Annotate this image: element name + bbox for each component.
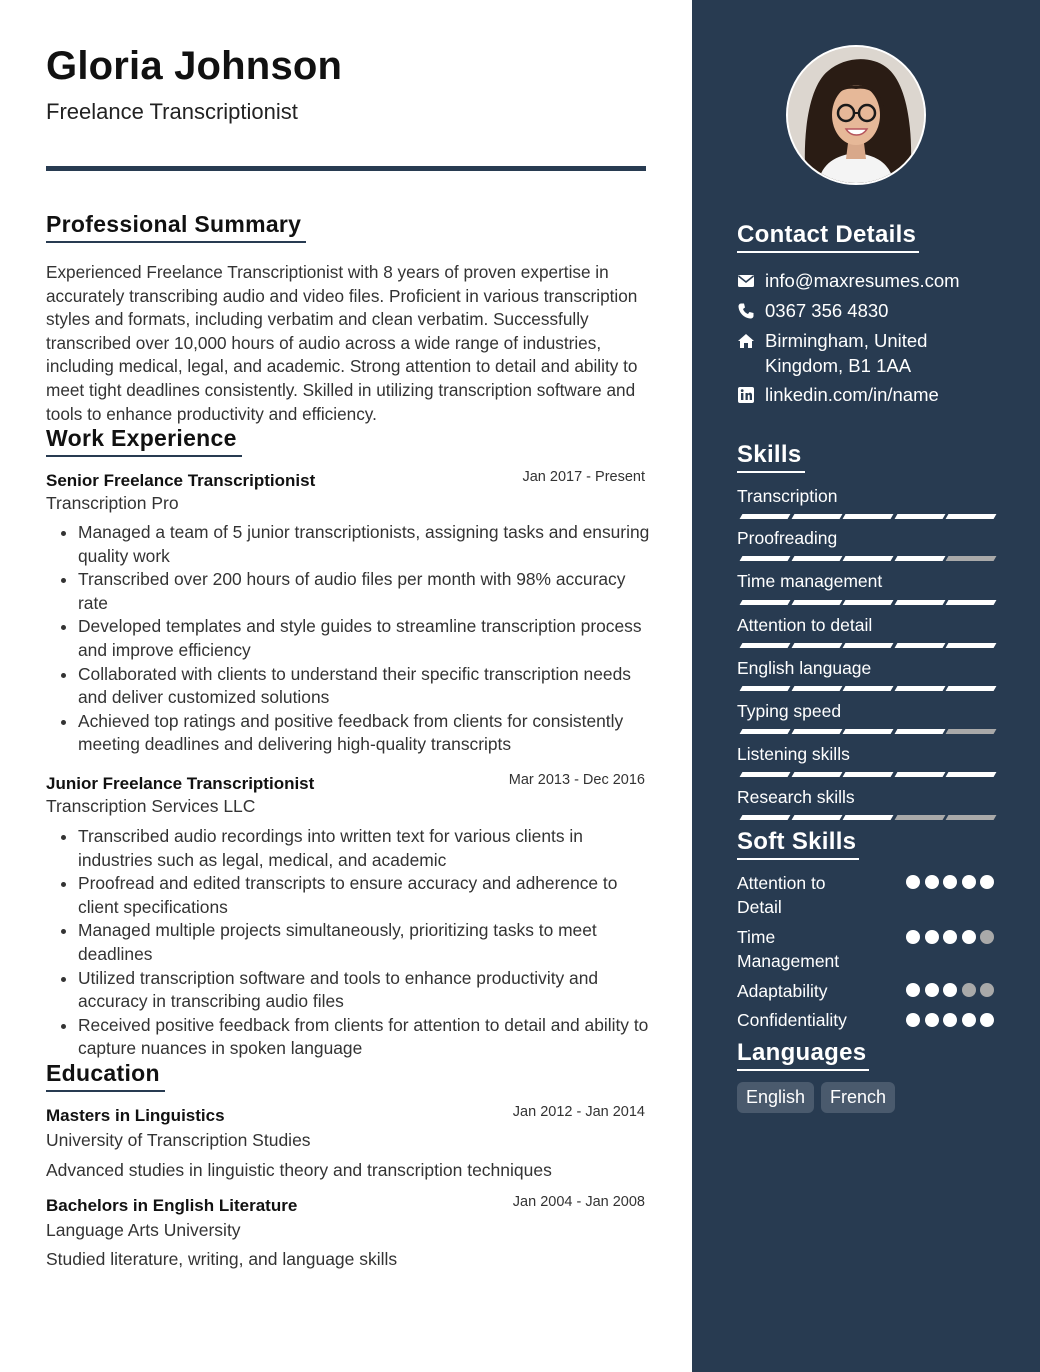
skill-segment-filled: [740, 729, 791, 734]
soft-skill-name-line1: Time: [737, 927, 776, 947]
soft-skill-name-line2: Detail: [737, 897, 782, 917]
rating-dot-filled: [925, 875, 939, 889]
language-chip: English: [737, 1082, 814, 1113]
contact-address-line1: Birmingham, United: [765, 330, 928, 351]
skill-segment-empty: [894, 815, 945, 820]
rating-dot-filled: [962, 875, 976, 889]
education-description: Studied literature, writing, and language skills: [46, 1249, 398, 1269]
skill-level-bar: [737, 815, 993, 822]
section-heading-soft-skills: Soft Skills: [737, 828, 859, 860]
skill-level-bar: [737, 600, 993, 607]
skill-segment-filled: [894, 556, 945, 561]
rating-dot-filled: [925, 1013, 939, 1027]
education-school: University of Transcription Studies: [46, 1130, 311, 1150]
skill-name: Typing speed: [737, 701, 842, 721]
skill-name: Attention to detail: [737, 615, 873, 635]
skill-name: Proofreading: [737, 528, 838, 548]
skill-segment-empty: [946, 815, 997, 820]
phone-icon: [737, 302, 755, 320]
skill-segment-filled: [740, 514, 791, 519]
list-item: • Received positive feedback from clients for attention to detail and ability to capture nuances in spoken language: [78, 1014, 656, 1061]
summary-text: Experienced Freelance Transcriptionist with 8 years of proven expertise in accurately transcribing audio and video files. Proficient in various transcription styles and formats, including verbatim and clean verbatim. Successfully transcribed over 10,000 hours of audio across a wide range of industries, including medical, legal, and academic. Strong attention to detail and ability to meet tight deadlines consistently. Skilled in utilizing transcription software and tools to enhance productivity and efficiency.: [46, 262, 638, 424]
skill-segment-filled: [843, 643, 894, 648]
job-title: Senior Freelance Transcriptionist: [46, 471, 316, 490]
contact-email-text: info@maxresumes.com: [765, 270, 960, 291]
list-item: • Utilized transcription software and tools to enhance productivity and accuracy in transcribing audio files: [78, 967, 656, 1014]
list-item: • Managed multiple projects simultaneously, prioritizing tasks to meet deadlines: [78, 919, 656, 966]
skill-segment-filled: [740, 556, 791, 561]
soft-skill-name: [737, 925, 897, 973]
soft-skill-name: [737, 871, 897, 919]
skill-segment-filled: [791, 729, 842, 734]
skill-segment-filled: [843, 514, 894, 519]
skill-segment-filled: [894, 772, 945, 777]
section-heading-work: Work Experience: [46, 425, 242, 457]
skill-segment-empty: [946, 556, 997, 561]
skill-segment-filled: [894, 600, 945, 605]
profile-photo: [786, 45, 926, 185]
contact-address-line2: Kingdom, B1 1AA: [765, 355, 912, 376]
skill-segment-filled: [843, 686, 894, 691]
education-dates: Jan 2004 - Jan 2008: [512, 1194, 645, 1210]
job-bullets: [46, 521, 656, 757]
skill-segment-filled: [791, 772, 842, 777]
skill-segment-filled: [843, 556, 894, 561]
skill-segment-filled: [791, 815, 842, 820]
skill-name: Time management: [737, 571, 883, 591]
soft-skill-rating: [906, 1013, 994, 1029]
skill-segment-filled: [946, 643, 997, 648]
skill-name: Research skills: [737, 787, 855, 807]
envelope-icon: [737, 272, 755, 290]
contact-linkedin-text: linkedin.com/in/name: [765, 384, 939, 405]
job-company: Transcription Services LLC: [46, 796, 256, 816]
section-heading-summary: Professional Summary: [46, 211, 306, 243]
rating-dot-empty: [980, 930, 994, 944]
soft-skill-name-line2: Management: [737, 951, 840, 971]
skill-segment-filled: [946, 600, 997, 605]
linkedin-icon: [737, 386, 755, 404]
education-description: Advanced studies in linguistic theory and transcription techniques: [46, 1160, 552, 1180]
rating-dot-filled: [962, 1013, 976, 1027]
rating-dot-filled: [962, 930, 976, 944]
rating-dot-filled: [906, 875, 920, 889]
skill-name: English language: [737, 658, 872, 678]
skill-level-bar: [737, 772, 993, 779]
soft-skill-name: [737, 979, 897, 1003]
rating-dot-filled: [925, 983, 939, 997]
skill-segment-filled: [894, 643, 945, 648]
education-dates: Jan 2012 - Jan 2014: [512, 1104, 645, 1120]
section-heading-education: Education: [46, 1060, 165, 1092]
soft-skill-name: [737, 1008, 897, 1032]
skill-segment-filled: [740, 686, 791, 691]
skill-segment-empty: [946, 729, 997, 734]
skill-segment-filled: [791, 686, 842, 691]
skill-segment-filled: [843, 772, 894, 777]
job-bullets: [46, 825, 656, 1061]
list-item: • Developed templates and style guides to streamline transcription process and improve efficiency: [78, 615, 656, 662]
skill-segment-filled: [740, 772, 791, 777]
skill-level-bar: [737, 643, 993, 650]
soft-skill-name-line1: Confidentiality: [737, 1010, 847, 1030]
job-dates: Jan 2017 - Present: [522, 469, 645, 485]
soft-skill-name-line1: Attention to: [737, 873, 826, 893]
home-icon: [737, 332, 755, 350]
skill-level-bar: [737, 556, 993, 563]
list-item: • Proofread and edited transcripts to ensure accuracy and adherence to client specifications: [78, 872, 656, 919]
rating-dot-filled: [906, 930, 920, 944]
language-chip: French: [821, 1082, 895, 1113]
skill-segment-filled: [894, 514, 945, 519]
education-degree: Bachelors in English Literature: [46, 1196, 298, 1215]
rating-dot-filled: [943, 930, 957, 944]
rating-dot-filled: [906, 983, 920, 997]
rating-dot-filled: [925, 930, 939, 944]
skill-segment-filled: [740, 643, 791, 648]
skill-segment-filled: [791, 600, 842, 605]
skill-segment-filled: [843, 600, 894, 605]
section-heading-languages: Languages: [737, 1039, 869, 1071]
skill-segment-filled: [740, 815, 791, 820]
list-item: • Transcribed audio recordings into written text for various clients in industries such as legal, medical, and academic: [78, 825, 656, 872]
skill-segment-filled: [843, 729, 894, 734]
soft-skill-rating: [906, 875, 994, 891]
education-degree: Masters in Linguistics: [46, 1106, 225, 1125]
education-school: Language Arts University: [46, 1220, 241, 1240]
list-item: • Managed a team of 5 junior transcriptionists, assigning tasks and ensuring quality work: [78, 521, 656, 568]
rating-dot-filled: [943, 1013, 957, 1027]
list-item: • Transcribed over 200 hours of audio files per month with 98% accuracy rate: [78, 568, 656, 615]
skill-segment-filled: [894, 686, 945, 691]
candidate-name: Gloria Johnson: [46, 44, 343, 88]
rating-dot-filled: [980, 875, 994, 889]
job-company: Transcription Pro: [46, 493, 179, 513]
skill-level-bar: [737, 686, 993, 693]
skill-segment-filled: [791, 514, 842, 519]
list-item: • Collaborated with clients to understand their specific transcription needs and deliver customized solutions: [78, 663, 656, 710]
skill-segment-filled: [791, 643, 842, 648]
rating-dot-empty: [962, 983, 976, 997]
skill-name: Listening skills: [737, 744, 850, 764]
section-heading-contact: Contact Details: [737, 221, 919, 253]
rating-dot-filled: [980, 1013, 994, 1027]
skill-name: Transcription: [737, 486, 838, 506]
soft-skill-rating: [906, 983, 994, 999]
section-heading-skills: Skills: [737, 441, 805, 473]
skill-segment-filled: [894, 729, 945, 734]
soft-skill-rating: [906, 930, 994, 946]
skill-segment-filled: [791, 556, 842, 561]
skill-segment-filled: [740, 600, 791, 605]
rating-dot-filled: [943, 983, 957, 997]
skill-segment-filled: [946, 514, 997, 519]
skill-segment-filled: [843, 815, 894, 820]
header-divider: [46, 166, 646, 171]
soft-skill-name-line1: Adaptability: [737, 981, 828, 1001]
rating-dot-filled: [943, 875, 957, 889]
contact-phone-text: 0367 356 4830: [765, 300, 889, 321]
candidate-title: Freelance Transcriptionist: [46, 99, 298, 124]
job-dates: Mar 2013 - Dec 2016: [508, 772, 645, 788]
skill-segment-filled: [946, 772, 997, 777]
rating-dot-empty: [980, 983, 994, 997]
skill-level-bar: [737, 514, 993, 521]
job-title: Junior Freelance Transcriptionist: [46, 774, 315, 793]
list-item: • Achieved top ratings and positive feedback from clients for consistently meeting deadlines and delivering high-quality transcripts: [78, 710, 656, 757]
skill-level-bar: [737, 729, 993, 736]
avatar: [788, 47, 924, 183]
skill-segment-filled: [946, 686, 997, 691]
rating-dot-filled: [906, 1013, 920, 1027]
